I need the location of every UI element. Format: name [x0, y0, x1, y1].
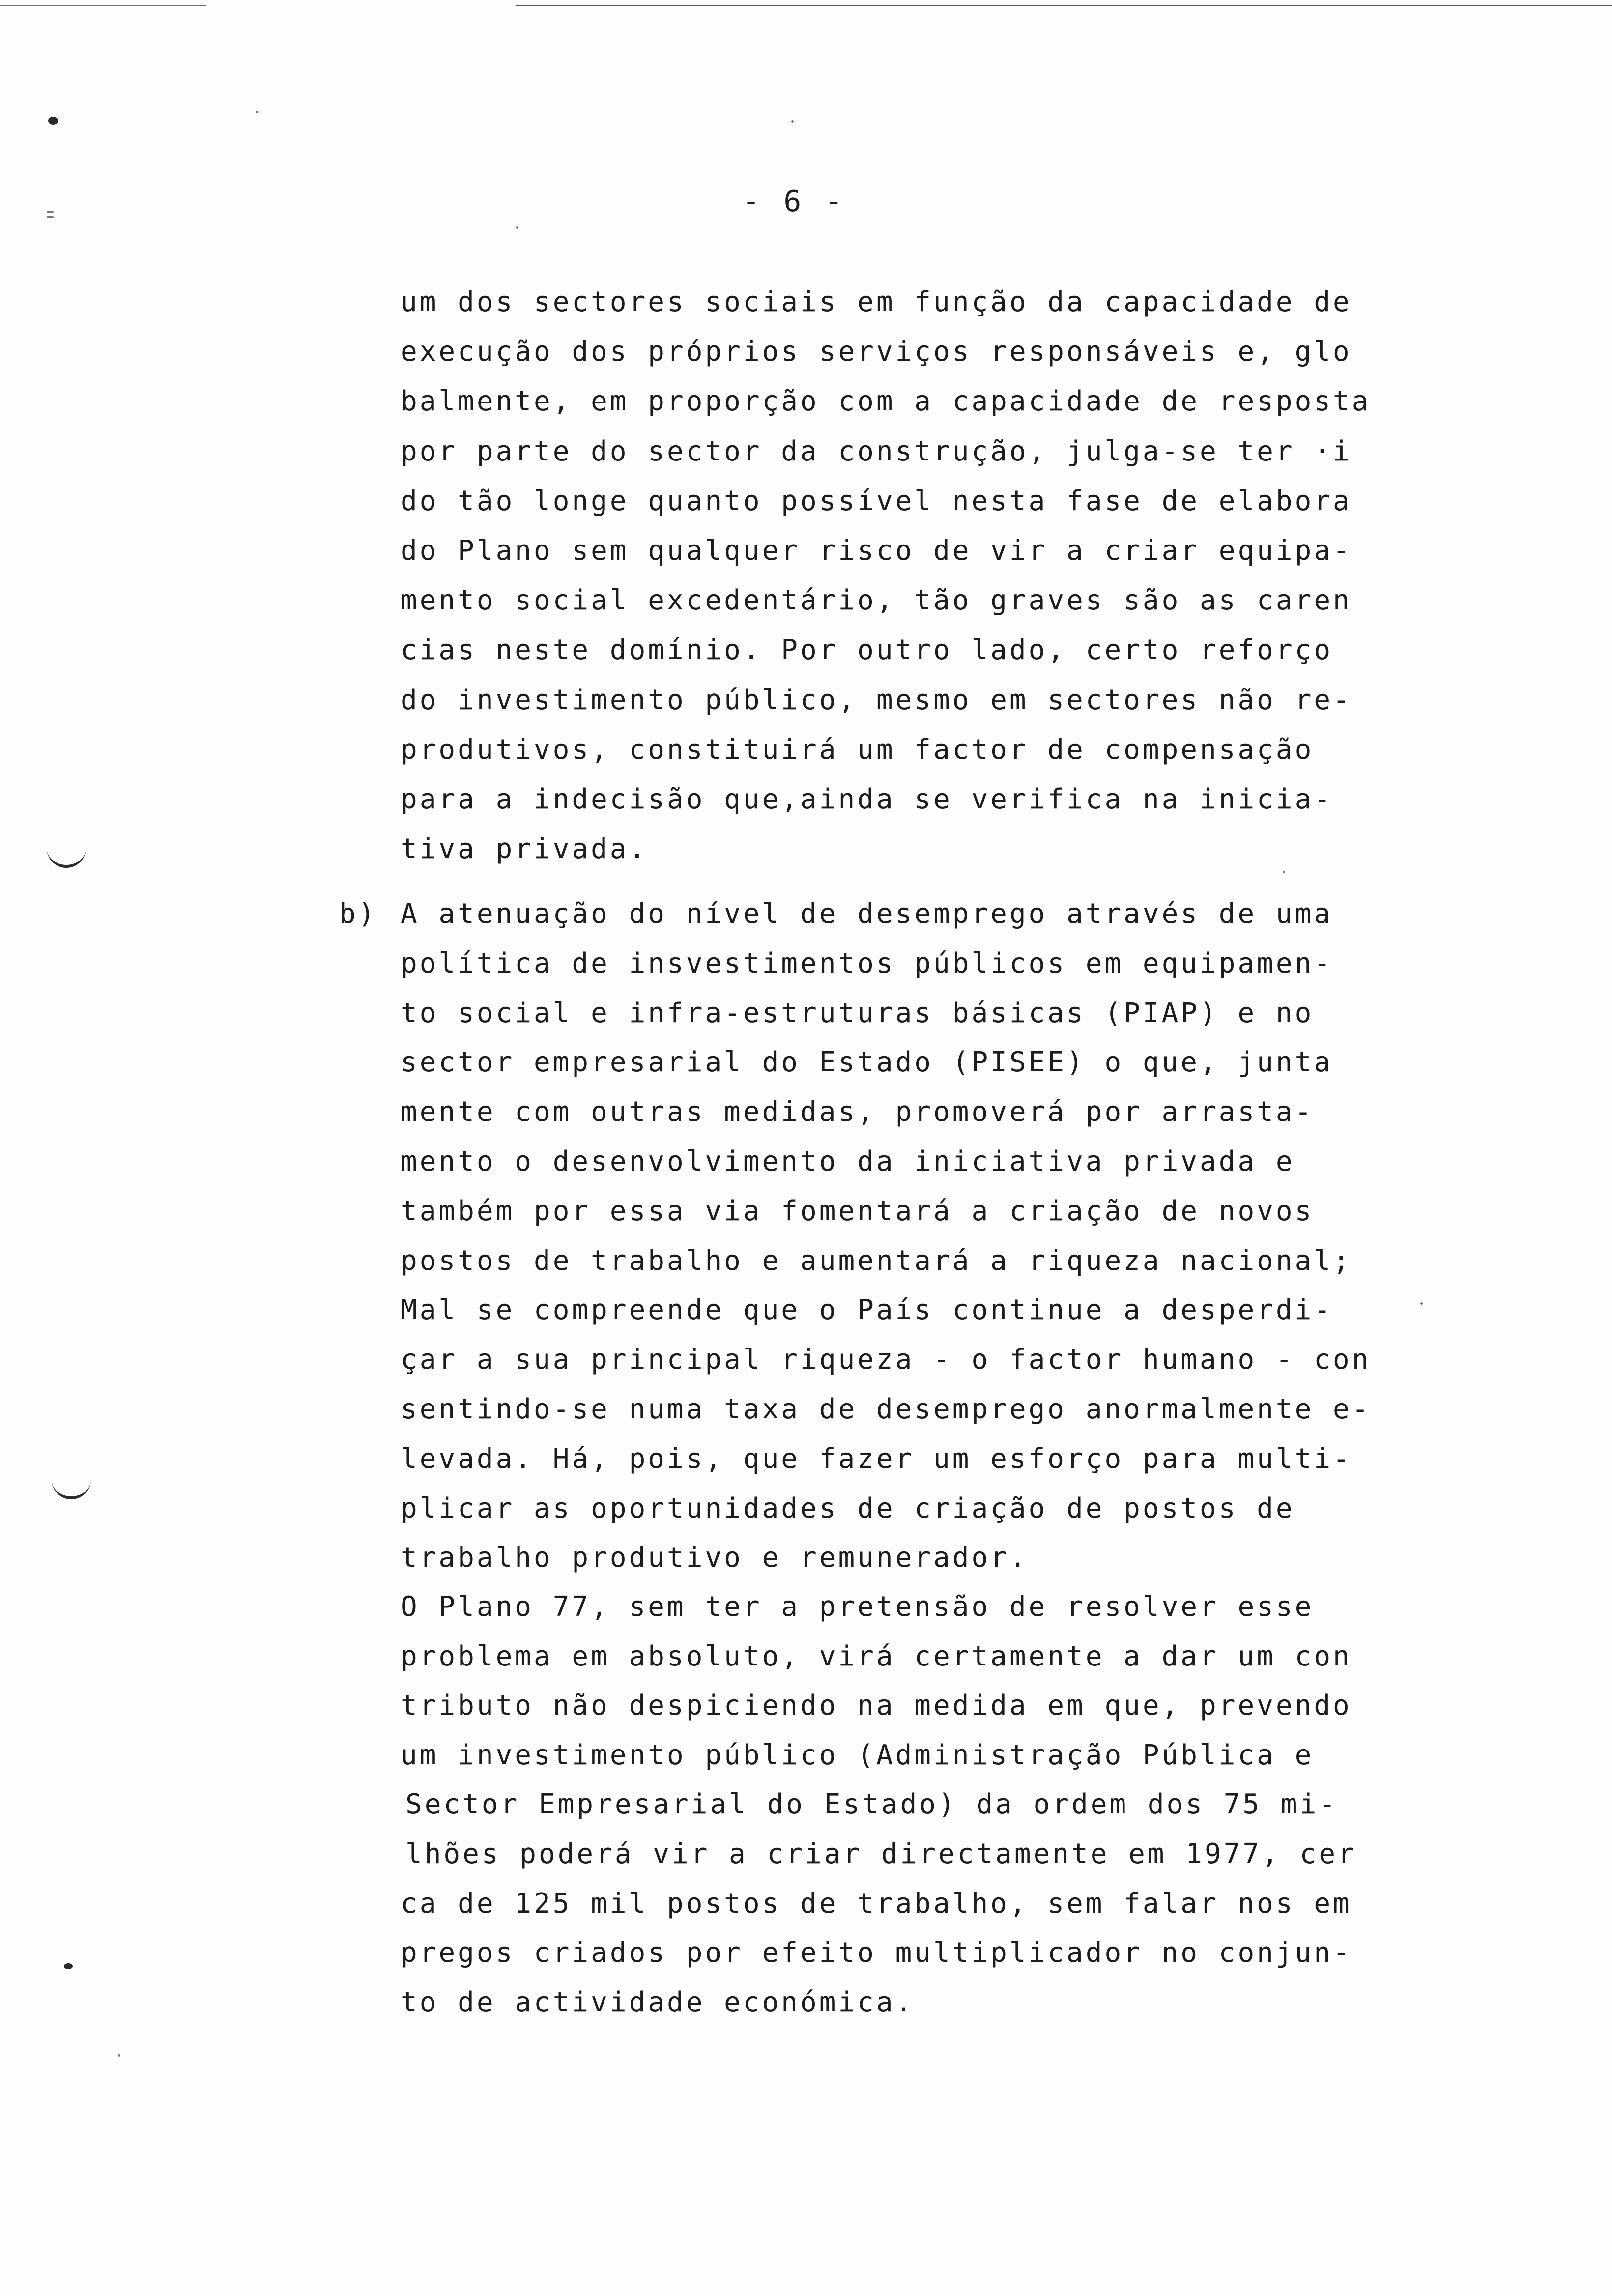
text-line: lhões poderá vir a criar directamente em 1977, cer: [405, 1838, 1357, 1870]
text-line: um dos sectores sociais em função da capacidade de: [401, 286, 1352, 318]
text-line: to de actividade económica.: [401, 1986, 915, 2018]
text-line: pregos criados por efeito multiplicador no conjun-: [401, 1937, 1352, 1969]
text-line: um investimento público (Administração Pública e: [401, 1739, 1314, 1771]
margin-ink-dot: [48, 117, 58, 125]
text-line: problema em absoluto, virá certamente a dar um con: [401, 1640, 1352, 1672]
text-line: cias neste domínio. Por outro lado, certo reforço: [401, 634, 1333, 666]
margin-speck: [47, 211, 54, 213]
text-line: tributo não despiciendo na medida em que, prevendo: [401, 1690, 1352, 1722]
text-line: sentindo-se numa taxa de desemprego anormalmente e-: [401, 1393, 1371, 1425]
text-line: postos de trabalho e aumentará a riqueza nacional;: [401, 1244, 1352, 1277]
text-line: política de insvestimentos públicos em equipamen-: [401, 947, 1333, 979]
text-line: tiva privada.: [401, 833, 648, 865]
text-line: mente com outras medidas, promoverá por arrasta-: [401, 1096, 1314, 1128]
text-line: do Plano sem qualquer risco de vir a criar equipa-: [401, 535, 1352, 567]
page-speck: [118, 2054, 120, 2057]
margin-punch-mark: [52, 1467, 91, 1499]
text-line: sector empresarial do Estado (PISEE) o que, junta: [401, 1046, 1333, 1079]
text-line: çar a sua principal riqueza - o factor humano - con: [401, 1344, 1371, 1376]
top-edge-rule-right: [516, 5, 1612, 6]
page-speck: [1283, 871, 1285, 873]
page-speck: [256, 111, 258, 113]
text-line: levada. Há, pois, que fazer um esforço para multi-: [401, 1442, 1352, 1475]
text-line: do tão longe quanto possível nesta fase de elabora: [401, 485, 1352, 517]
text-line: O Plano 77, sem ter a pretensão de resolver esse: [401, 1591, 1314, 1623]
page-speck: [791, 120, 794, 123]
text-line: produtivos, constituirá um factor de compensação: [401, 733, 1314, 766]
text-line: execução dos próprios serviços responsáveis e, glo: [401, 336, 1352, 368]
top-edge-rule-left: [0, 5, 206, 6]
text-line: para a indecisão que,ainda se verifica na inicia-: [401, 783, 1333, 815]
text-line: ca de 125 mil postos de trabalho, sem falar nos em: [401, 1887, 1352, 1920]
text-line: do investimento público, mesmo em sectores não re-: [401, 684, 1352, 716]
text-line: mento social excedentário, tão graves são as caren: [401, 584, 1352, 617]
text-line: balmente, em proporção com a capacidade de resposta: [401, 385, 1371, 418]
text-line: mento o desenvolvimento da iniciativa privada e: [401, 1146, 1295, 1177]
page-speck: [1420, 1302, 1423, 1305]
text-line: to social e infra-estruturas básicas (PIAP) e no: [401, 997, 1314, 1029]
text-line: plicar as oportunidades de criação de postos de: [401, 1492, 1295, 1524]
text-line: Mal se compreende que o País continue a desperdi-: [401, 1294, 1333, 1326]
margin-punch-mark: [47, 835, 86, 868]
list-item-label-b: b): [339, 898, 377, 930]
text-line: Sector Empresarial do Estado) da ordem dos 75 mi-: [405, 1788, 1338, 1821]
text-line: também por essa via fomentará a criação de novos: [401, 1195, 1314, 1227]
text-line: A atenuação do nível de desemprego através de uma: [401, 898, 1333, 930]
text-line: trabalho produtivo e remunerador.: [401, 1542, 1029, 1574]
text-line: por parte do sector da construção, julga-se ter ·i: [401, 435, 1352, 467]
margin-ink-dot: [64, 1963, 73, 1969]
page-speck: [516, 226, 518, 229]
margin-speck: [47, 216, 54, 218]
page-number: - 6 -: [742, 184, 846, 219]
